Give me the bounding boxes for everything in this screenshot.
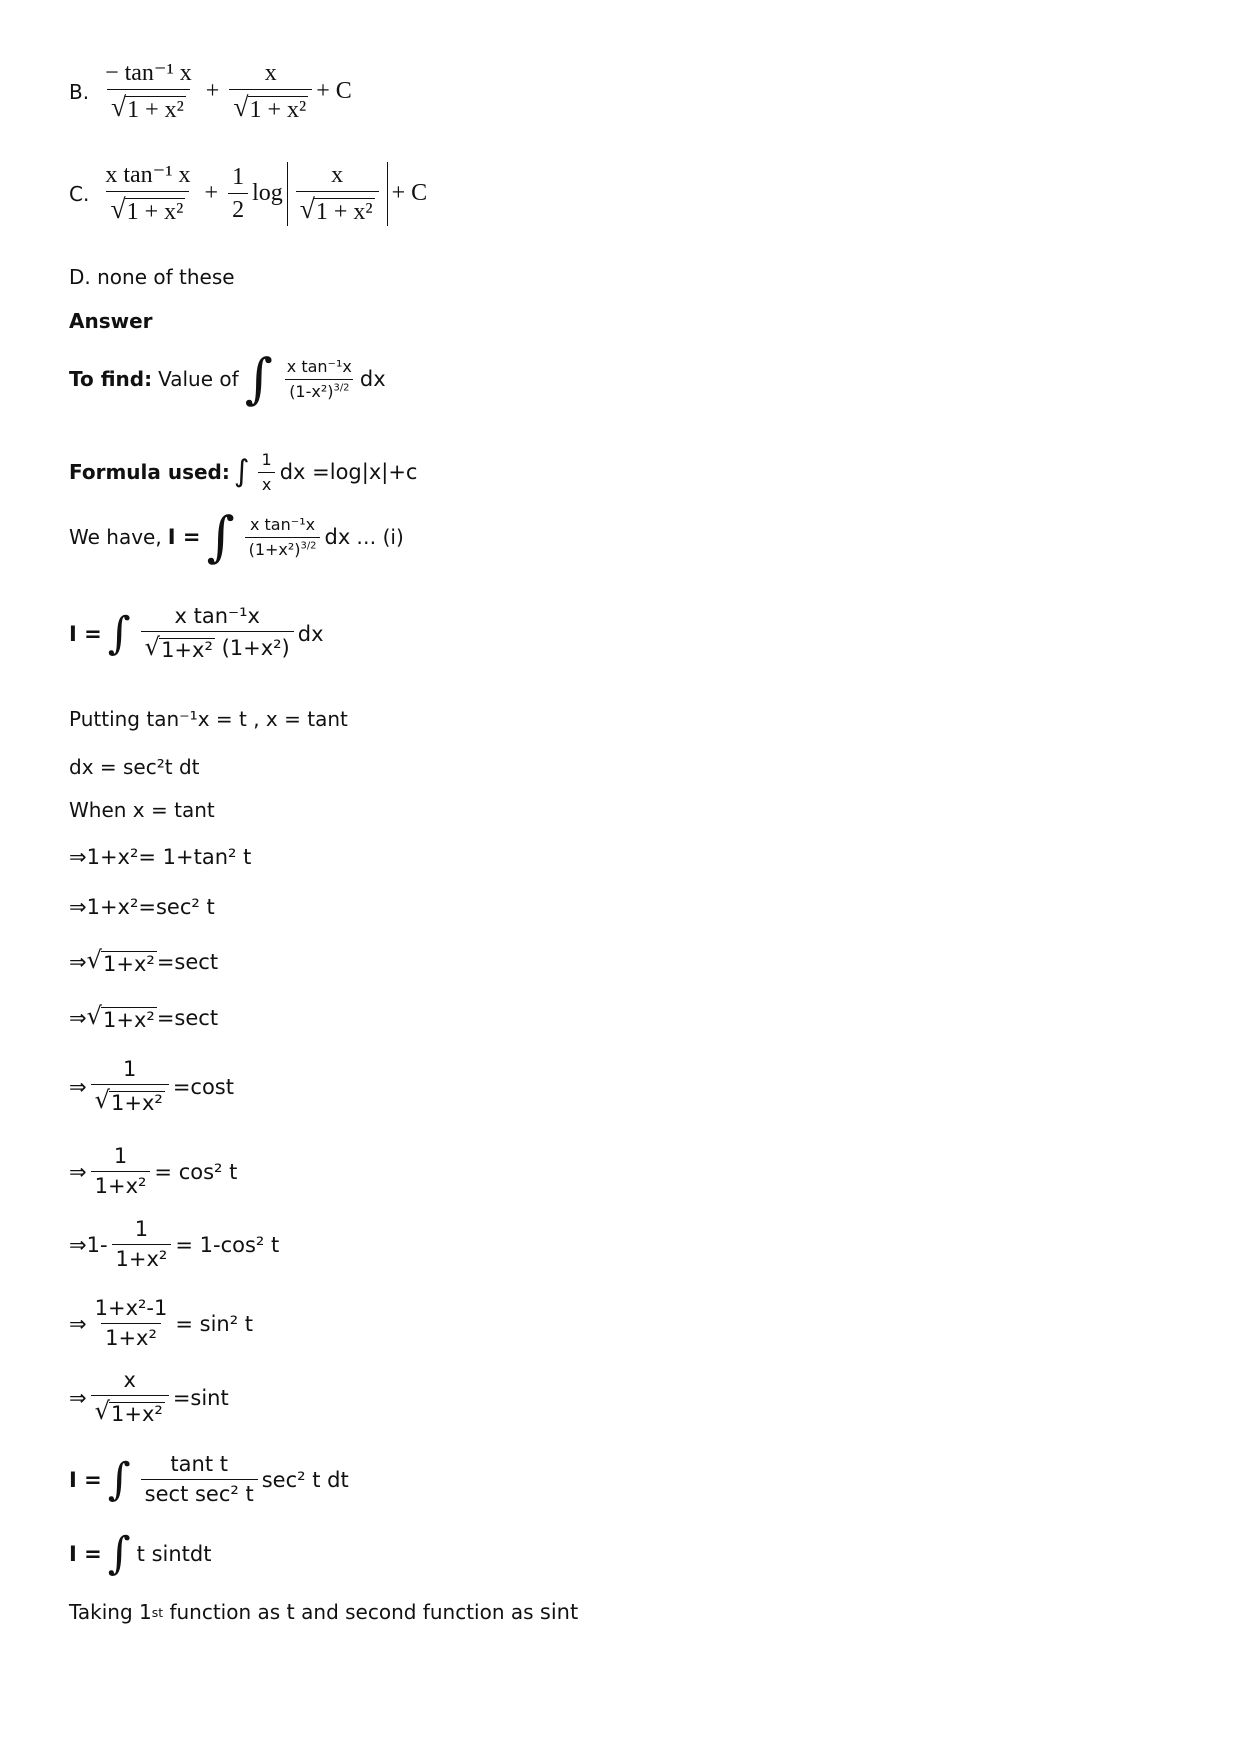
integral-sign: ∫: [107, 1453, 131, 1505]
putting-line: Putting tan⁻¹x = t , x = tant: [69, 707, 348, 731]
option-b: B. − tan⁻¹ x √ 1 + x² + x √ 1 + x² + C: [69, 60, 352, 124]
option-b-label: B.: [69, 79, 90, 104]
we-have-line: We have, I = ∫ $\frac{\text{x tan⁻¹x}}{(1+x^2)^{3/2}}$ dx … (i): [69, 505, 404, 568]
step-l11: I = ∫ t sintdt: [69, 1528, 212, 1579]
taking-line: Taking 1 st function as t and second function as sint: [69, 1600, 579, 1624]
step-1: I = ∫ x tan⁻¹x √ 1+x² (1+x²) dx: [69, 604, 324, 663]
integral-sign: ∫: [107, 607, 131, 659]
option-c-absolute: x √ 1 + x²: [287, 162, 388, 226]
step-l2: ⇒1+x²=sec² t: [69, 895, 215, 919]
option-c-half: $\frac{1}{2}$: [228, 164, 248, 224]
to-find-line: To find: Value of ∫ $\frac{\text{x tan⁻¹x}}{(1-x^2)^{3/2}}$ dx: [69, 347, 386, 410]
dx-line: dx = sec²t dt: [69, 755, 200, 779]
step-l1: ⇒1+x²= 1+tan² t: [69, 845, 252, 869]
option-c: C. x tan⁻¹ x √ 1 + x² + $\frac{1}{2}$ log x √ 1 + x² + C: [69, 162, 428, 226]
step-l6: ⇒ $\frac{1}{\text{1+x²}}$ = cos² t: [69, 1144, 238, 1199]
step-l10: I = ∫ $\frac{\text{tant t}}{\text{sect sec² t}}$ sec² t dt: [69, 1452, 349, 1507]
step-l3: ⇒ √ 1+x² =sect: [69, 946, 219, 976]
step-l8: ⇒ $\frac{\text{1+x²-1}}{\text{1+x²}}$ = sin² t: [69, 1296, 254, 1351]
when-line: When x = tant: [69, 798, 215, 822]
option-b-fraction-2: x √ 1 + x²: [229, 60, 312, 124]
step-l9: ⇒ x √ 1+x² =sint: [69, 1368, 229, 1427]
option-b-fraction-1: − tan⁻¹ x √ 1 + x²: [105, 60, 192, 124]
step-l7: ⇒1- $\frac{1}{\text{1+x²}}$ = 1-cos² t: [69, 1217, 280, 1272]
formula-line: Formula used: ∫ $\frac{1}{x}$ dx =log|x|+c: [69, 450, 418, 494]
option-c-label: C.: [69, 181, 90, 206]
to-find-fraction: $\frac{\text{x tan⁻¹x}}{(1-x^2)^{3/2}}$: [286, 356, 352, 401]
step-l4: ⇒ √ 1+x² =sect: [69, 1002, 219, 1032]
integral-sign: ∫: [233, 454, 250, 490]
option-d: D. none of these: [69, 265, 235, 289]
answer-heading: Answer: [69, 309, 153, 333]
integral-sign: ∫: [107, 1528, 131, 1579]
step-l5: ⇒ 1 √ 1+x² =cost: [69, 1057, 234, 1116]
integral-sign: ∫: [244, 347, 273, 410]
option-c-fraction-1: x tan⁻¹ x √ 1 + x²: [105, 162, 191, 226]
integral-sign: ∫: [206, 505, 235, 568]
